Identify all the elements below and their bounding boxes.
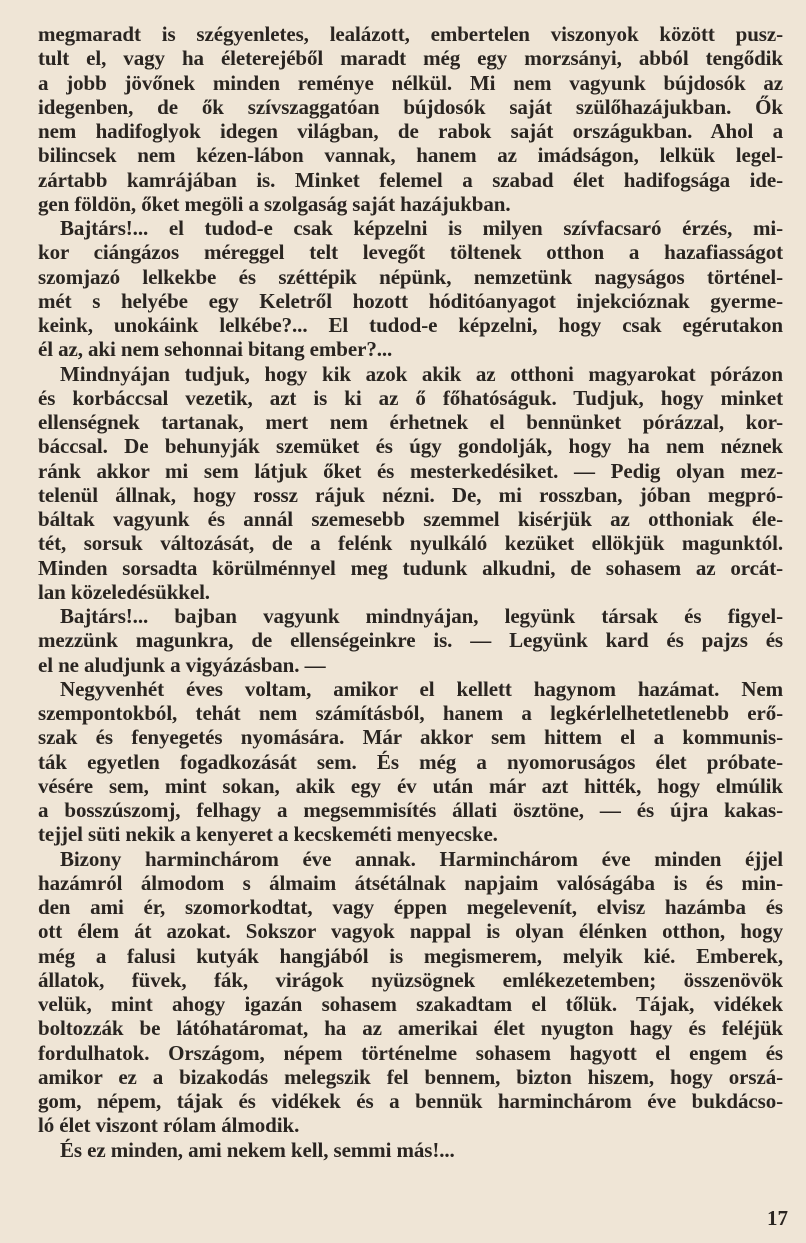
text-line: mezzünk magunkra, de ellenségeinkre is. — Legyünk kard és pajzs és: [38, 628, 783, 653]
text-line: hazámról álmodom s álmaim átsétálnak napjaim valóságába is és min-: [38, 870, 783, 895]
paragraph: [38, 22, 783, 216]
text-line: gom, népem, tájak és vidékek és a bennük harminchárom éve bukdácso-: [38, 1089, 783, 1113]
text-line: Minden sorsadta körülménnyel meg tudunk alkudni, de sohasem az orcát-: [38, 555, 783, 580]
text-line: Mindnyájan tudjuk, hogy kik azok akik az otthoni magyarokat pórázon: [60, 361, 783, 386]
text-line: velük, mint ahogy igazán sohasem szakadtam el tőlük. Tájak, vidékek: [38, 992, 783, 1016]
text-line: ránk akkor mi sem látjuk őket és mesterkedésiket. — Pedig olyan mez-: [38, 458, 783, 483]
text-line: amikor ez a bizakodás melegszik fel bennem, bizton hiszem, hogy orszá-: [38, 1064, 783, 1089]
paragraph: [38, 604, 783, 677]
text-line: boltozzák be látóhatáromat, ha az amerikai élet nyugton hagy és feléjük: [38, 1016, 783, 1041]
text-line: szomjazó lelkekbe és széttépik népünk, nemzetünk nagyságos történel-: [38, 264, 783, 289]
text-line: telenül állnak, hogy rossz rájuk nézni. De, mi rosszban, jóban megpró-: [38, 482, 783, 507]
text-line: és korbáccsal vezetik, azt is ki az ő főhatóságuk. Tudjuk, hogy minket: [38, 385, 783, 410]
page-number: 17: [767, 1206, 788, 1230]
text-line: gen földön, őket megöli a szolgaság saját hazájukban.: [38, 191, 511, 216]
text-line: Bajtárs!... el tudod-e csak képzelni is milyen szívfacsaró érzés, mi-: [60, 216, 783, 240]
text-line: tult el, vagy ha életerejéből maradt még egy morzsányi, abból tengődik: [38, 46, 783, 71]
text-line: zártabb kamrájában is. Minket felemel a szabad élet hadifogsága ide-: [38, 167, 783, 192]
text-line: állatok, füvek, fák, virágok nyüzsögnek emlékezetemben; összenövök: [38, 967, 783, 992]
text-line: szempontokból, tehát nem számításból, hanem a legkérlelhetetlenebb erő-: [38, 701, 783, 725]
text-line: a jobb jövőnek minden reménye nélkül. Mi nem vagyunk bújdosók az: [38, 70, 783, 95]
text-line: nem hadifoglyok idegen világban, de rabok saját országukban. Ahol a: [38, 119, 783, 143]
text-line: él az, aki nem sehonnai bitang ember?...: [38, 337, 393, 362]
text-line: lan közeledésükkel.: [38, 579, 210, 604]
text-line: vésére sem, mint sokan, akik egy év után már azt hitték, hogy elmúlik: [38, 773, 783, 798]
paragraph: [38, 362, 783, 605]
text-line: még a falusi kutyák hangjából is megismerem, melyik kié. Emberek,: [38, 943, 783, 968]
paragraph: [38, 847, 783, 1138]
text-line: ott élem át azokat. Sokszor vagyok nappal is olyan élénken otthon, hogy: [38, 919, 783, 944]
text-line: báccsal. De behunyják szemüket és úgy gondolják, hogy ha nem néznek: [38, 434, 783, 459]
text-line: ló élet viszont rólam álmodik.: [38, 1113, 300, 1138]
text-line: Bizony harminchárom éve annak. Harminchárom éve minden éjjel: [60, 846, 783, 871]
text-line: Bajtárs!... bajban vagyunk mindnyájan, legyünk társak és figyel-: [60, 604, 783, 628]
paragraph: [38, 677, 783, 847]
paragraph: [38, 216, 783, 362]
text-line: mét s helyébe egy Keletről hozott hóditóanyagot injekcióznak gyerme-: [38, 288, 783, 313]
text-line: a bosszúszomj, felhagy a megsemmisítés állati ösztöne, — és újra kakas-: [38, 798, 783, 822]
paragraph: [38, 1138, 783, 1162]
text-line: fordulhatok. Országom, népem történelme sohasem hagyott el engem és: [38, 1040, 783, 1065]
text-line: És ez minden, ami nekem kell, semmi más!...: [60, 1137, 455, 1162]
text-line: tejjel süti nekik a kenyeret a kecskeméti menyecske.: [38, 822, 498, 847]
text-line: idegenben, de ők szívszaggatóan bújdosók saját szülőhazájukban. Ők: [38, 94, 783, 119]
text-line: szak és fenyegetés nyomására. Már akkor sem hittem el a kommunis-: [38, 725, 783, 750]
text-line: ták egyetlen fogadkozását sem. És még a nyomoruságos élet próbate-: [38, 749, 783, 774]
text-line: tét, sorsuk változását, de a felénk nyulkáló kezüket ellökjük magunktól.: [38, 531, 783, 556]
text-line: el ne aludjunk a vigyázásban. —: [38, 652, 326, 677]
text-line: kor ciángázos méreggel telt levegőt töltenek otthon a hazafiasságot: [38, 240, 783, 265]
text-line: megmaradt is szégyenletes, lealázott, embertelen viszonyok között pusz-: [38, 22, 783, 46]
text-line: keink, unokáink lelkébe?... El tudod-e képzelni, hogy csak egérutakon: [38, 313, 783, 337]
text-line: den ami ér, szomorkodtat, vagy éppen megelevenít, elvisz hazámba és: [38, 895, 783, 919]
text-line: bilincsek nem kézen-lábon vannak, hanem az imádságon, lelkük legel-: [38, 143, 783, 168]
page-body-text: [38, 22, 783, 1162]
text-line: ellenségnek tartanak, mert nem érhetnek el bennünket pórázzal, kor-: [38, 410, 783, 434]
text-line: Negyvenhét éves voltam, amikor el kellett hagynom hazámat. Nem: [60, 676, 783, 701]
text-line: báltak vagyunk és annál szemesebb szemmel kisérjük az otthoniak éle-: [38, 507, 783, 531]
